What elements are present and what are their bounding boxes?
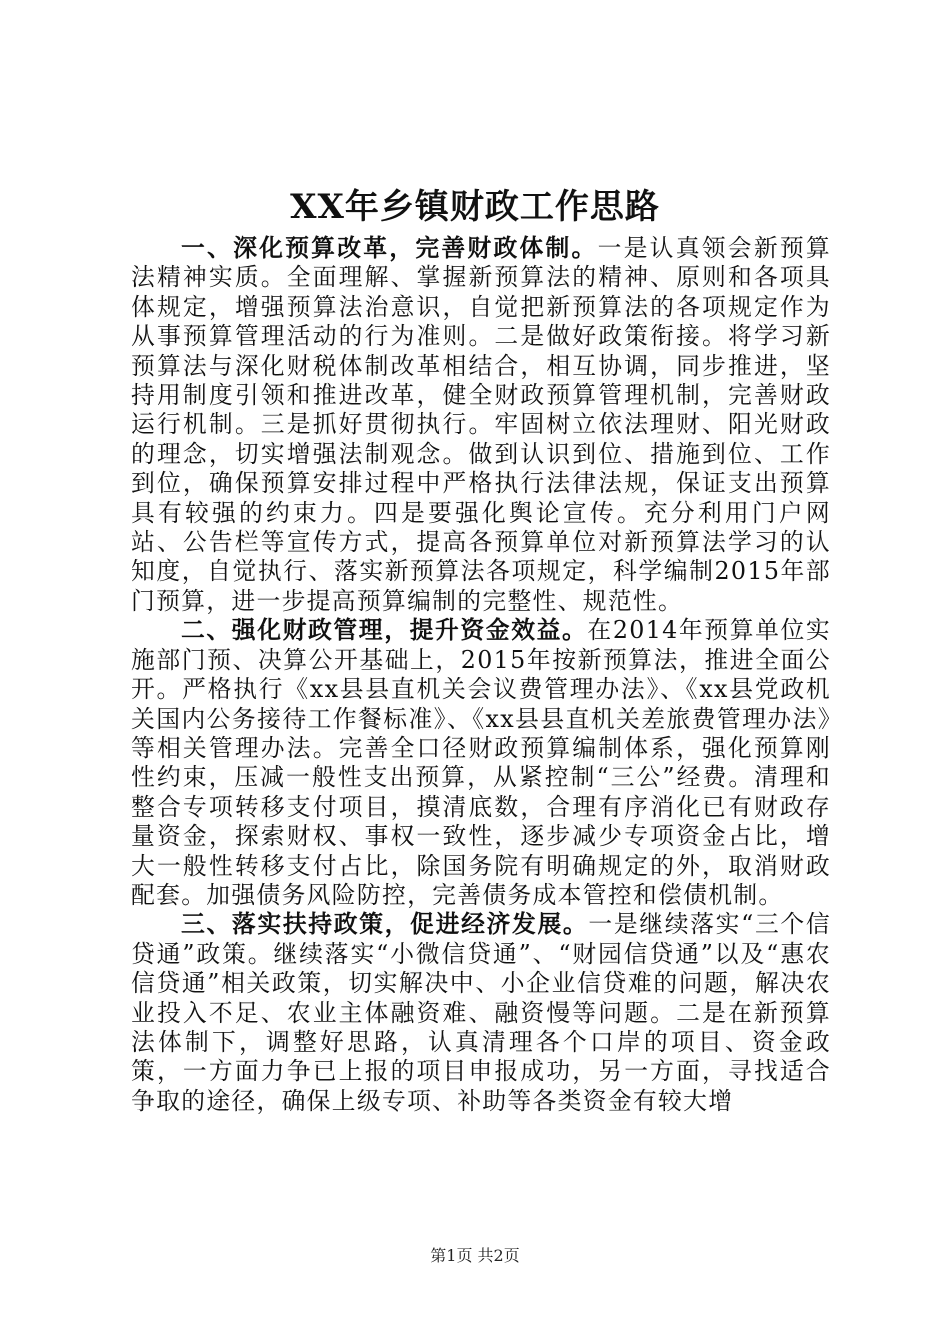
paragraph-3-heading: 三、落实扶持政策，促进经济发展。: [181, 910, 589, 939]
paragraph-3: [131, 910, 831, 1116]
paragraph-3-text: 一是继续落实“三个信贷通”政策。继续落实“小微信贷通”、“财园信贷通”以及“惠农信贷通”相关政策，切实解决中、小企业信贷难的问题，解决农业投入不足、农业主体融资难、融资慢等问题。二是在新预算法体制下，调整好思路，认真清理各个口岸的项目、资金政策，一方面力争已上报的项目申报成功，另一方面，寻找适合争取的途径，确保上级专项、补助等各类资金有较大增: [131, 910, 831, 1115]
document-title: XX年乡镇财政工作思路: [290, 187, 660, 227]
paragraph-2-text: 在2014年预算单位实施部门预、决算公开基础上，2015年按新预算法，推进全面公开。严格执行《xx县县直机关会议费管理办法》、《xx县党政机关国内公务接待工作餐标准》、《xx县县直机关差旅费管理办法》等相关管理办法。完善全口径财政预算编制体系，强化预算刚性约束，压减一般性支出预算，从紧控制“三公”经费。清理和整合专项转移支付项目，摸清底数，合理有序消化已有财政存量资金，探索财权、事权一致性，逐步减少专项资金占比，增大一般性转移支付占比，除国务院有明确规定的外，取消财政配套。加强债务风险防控，完善债务成本管控和偿债机制。: [131, 616, 831, 909]
page-number: 第1页: [430, 1246, 473, 1265]
page-footer: [0, 1245, 950, 1267]
paragraph-1-heading: 一、深化预算改革，完善财政体制。: [181, 234, 598, 262]
page-total: 共2页: [477, 1246, 520, 1265]
paragraph-1-text: 一是认真领会新预算法精神实质。全面理解、掌握新预算法的精神、原则和各项具体规定，增强预算法治意识，自觉把新预算法的各项规定作为从事预算管理活动的行为准则。二是做好政策衔接。将学习新预算法与深化财税体制改革相结合，相互协调，同步推进，坚持用制度引领和推进改革，健全财政预算管理机制，完善财政运行机制。三是抓好贯彻执行。牢固树立依法理财、阳光财政的理念，切实增强法制观念。做到认识到位、措施到位、工作到位，确保预算安排过程中严格执行法律法规，保证支出预算具有较强的约束力。四是要强化舆论宣传。充分利用门户网站、公告栏等宣传方式，提高各预算单位对新预算法学习的认知度，自觉执行、落实新预算法各项规定，科学编制2015年部门预算，进一步提高预算编制的完整性、规范性。: [131, 234, 831, 615]
paragraph-1: [131, 234, 831, 616]
paragraph-2-heading: 二、强化财政管理，提升资金效益。: [181, 616, 588, 645]
paragraph-2: [131, 616, 831, 910]
document-body: [131, 234, 831, 1116]
